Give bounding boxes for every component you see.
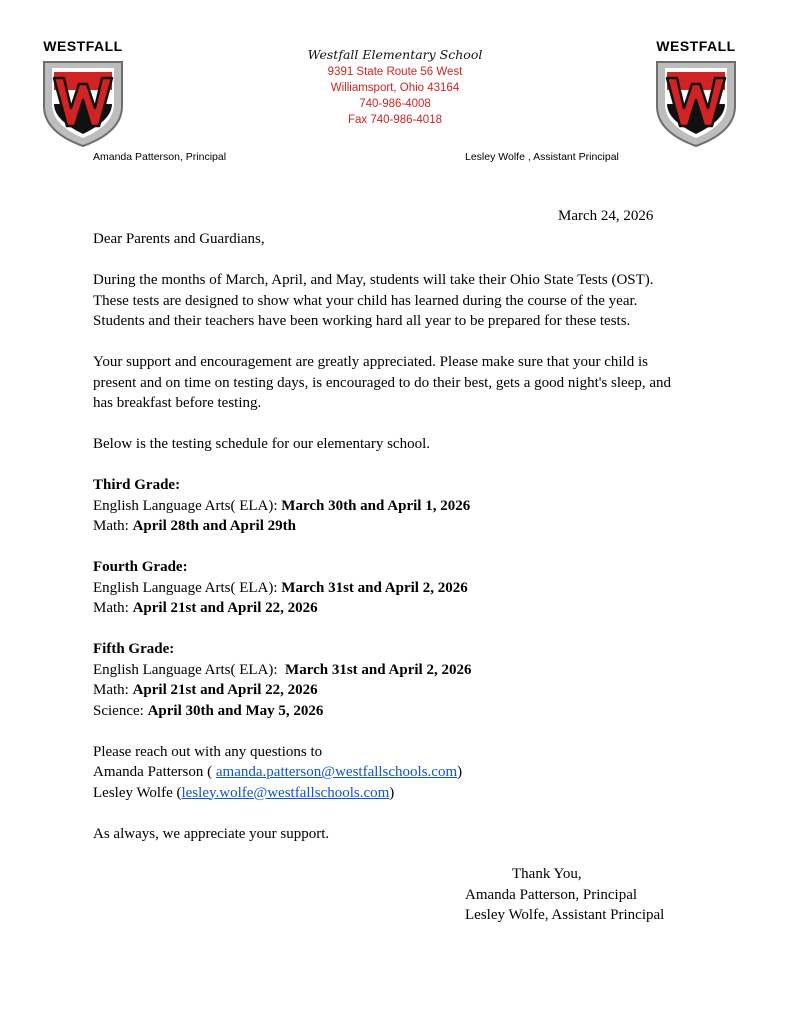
paragraph [93, 352, 713, 414]
school-logo-left [38, 38, 128, 148]
principal-name: Amanda Patterson, Principal [93, 151, 227, 163]
test-dates: April 28th and April 29th [132, 518, 296, 534]
school-address: 9391 State Route 56 West [327, 66, 463, 78]
test-dates: April 30th and May 5, 2026 [147, 702, 324, 719]
paragraph-line: During the months of March, April, and May, students will take their Ohio State Tests (OST). [93, 272, 654, 288]
contact-suffix: ) [457, 764, 463, 780]
test-dates: March 31st and April 2, 2026 [285, 661, 472, 678]
shield-logo-icon [40, 56, 126, 148]
grade-schedule-fourth [93, 557, 713, 619]
paragraph-line: These tests are designed to show what your child has learned during the course of the year. [93, 292, 638, 309]
contact-name: Amanda Patterson ( [93, 764, 216, 780]
subject-label: English Language Arts( ELA): [93, 497, 282, 514]
subject-label: English Language Arts( ELA): [93, 661, 286, 678]
subject-label: Math: [93, 682, 133, 698]
subject-label: Math: [93, 600, 133, 616]
paragraph [93, 434, 713, 455]
salutation: Dear Parents and Guardians, [93, 231, 265, 247]
grade-title: Third Grade: [93, 477, 181, 493]
paragraph-line: has breakfast before testing. [93, 395, 262, 411]
contact-section [93, 742, 713, 804]
test-dates: March 30th and April 1, 2026 [281, 497, 471, 514]
grade-schedule-third [93, 475, 713, 537]
logo-brand-text: WESTFALL [43, 38, 123, 54]
letter-date: March 24, 2026 [558, 208, 654, 224]
grade-schedule-fifth [93, 639, 713, 721]
school-name: Westfall Elementary School [307, 47, 483, 62]
closing-thanks: Thank You, [512, 866, 582, 882]
appreciation: As always, we appreciate your support. [93, 825, 330, 842]
schedule-row [93, 660, 713, 681]
closing [465, 864, 664, 926]
subject-label: Science: [93, 702, 148, 719]
signature-principal: Amanda Patterson, Principal [465, 886, 638, 903]
schedule-row [93, 680, 713, 701]
test-dates: April 21st and April 22, 2026 [132, 600, 318, 616]
assistant-email-link[interactable]: lesley.wolfe@westfallschools.com [181, 784, 390, 801]
assistant-principal-name: Lesley Wolfe , Assistant Principal [465, 151, 619, 163]
school-fax: Fax 740-986-4018 [348, 114, 442, 126]
school-city: Williamsport, Ohio 43164 [330, 82, 460, 94]
paragraph-line: Students and their teachers have been working hard all year to be prepared for these tests. [93, 313, 631, 329]
letterhead [250, 46, 540, 128]
contact-suffix: ) [389, 784, 395, 801]
subject-label: Math: [93, 518, 133, 534]
grade-title: Fourth Grade: [93, 559, 188, 575]
letter-body [93, 229, 713, 865]
schedule-row [93, 516, 713, 537]
school-logo-right [651, 38, 741, 148]
principal-email-link[interactable]: amanda.patterson@westfallschools.com [215, 764, 458, 780]
paragraph-line: Below is the testing schedule for our elementary school. [93, 436, 430, 452]
subject-label: English Language Arts( ELA): [93, 579, 282, 596]
logo-brand-text: WESTFALL [656, 38, 736, 54]
contact-principal [93, 762, 713, 783]
schedule-row [93, 701, 713, 722]
contact-assistant [93, 783, 713, 804]
schedule-row [93, 578, 713, 599]
grade-title: Fifth Grade: [93, 641, 175, 657]
contact-name: Lesley Wolfe ( [93, 784, 182, 801]
schedule-row [93, 598, 713, 619]
paragraph [93, 270, 713, 332]
test-dates: April 21st and April 22, 2026 [132, 682, 318, 698]
shield-logo-icon [653, 56, 739, 148]
test-dates: March 31st and April 2, 2026 [281, 579, 468, 596]
school-phone: 740-986-4008 [359, 98, 431, 110]
contact-intro: Please reach out with any questions to [93, 743, 323, 760]
paragraph-line: present and on time on testing days, is encouraged to do their best, gets a good night's sleep, and [93, 374, 671, 391]
signature-assistant: Lesley Wolfe, Assistant Principal [465, 907, 665, 923]
paragraph-line: Your support and encouragement are greatly appreciated. Please make sure that your child is [93, 354, 648, 370]
schedule-row [93, 496, 713, 517]
